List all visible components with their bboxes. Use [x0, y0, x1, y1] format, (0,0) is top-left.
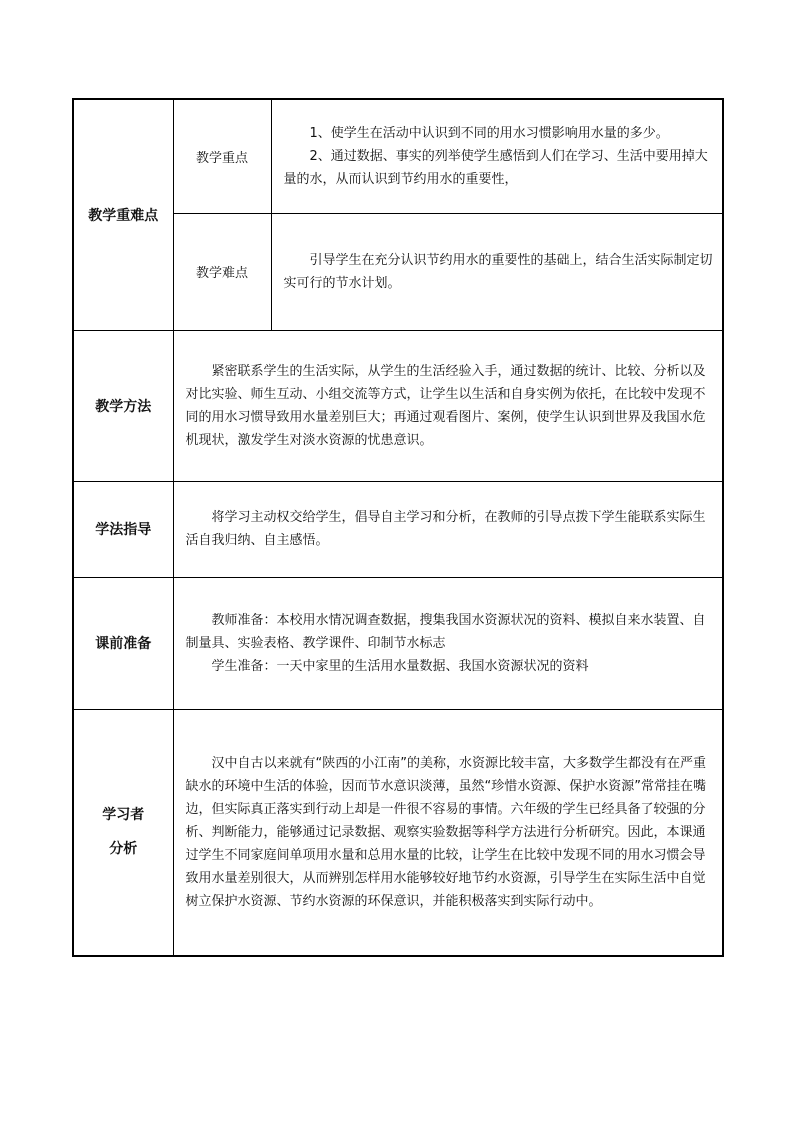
student-preparation-text: 学生准备：一天中家里的生活用水量数据、我国水资源状况的资料	[211, 658, 589, 674]
difficult-point-text: 引导学生在充分认识节约用水的重要性的基础上，结合生活实际制定切实可行的节水计划。	[283, 252, 713, 291]
key-point-item: 1、使学生在活动中认识到不同的用水习惯影响用水量的多少。	[309, 125, 669, 141]
learner-label-line1: 学习者	[102, 807, 145, 824]
study-guide-content	[173, 481, 723, 577]
preparation-content	[173, 577, 723, 709]
method-label: 教学方法	[73, 330, 173, 481]
learner-label	[73, 709, 173, 956]
learner-content	[173, 709, 723, 956]
key-points-row	[73, 99, 723, 213]
key-points-label: 教学重点	[173, 99, 271, 213]
study-guide-row	[73, 481, 723, 577]
difficult-points-label: 教学难点	[173, 213, 271, 330]
learner-text: 汉中自古以来就有“陕西的小江南”的美称，水资源比较丰富，大多数学生都没有在严重缺水的环境中生活的体验，因而节水意识淡薄，虽然“珍惜水资源、保护水资源”常常挂在嘴边，但实际真正落实到行动上却是一件很不容易的事情。六年级的学生已经具备了较强的分析、判断能力，能够通过记录数据、观察实验数据等科学方法进行分析研究。因此，本课通过学生不同家庭间单项用水量和总用水量的比较，让学生在比较中发现不同的用水习惯会导致用水量差别很大，从而辨别怎样用水能够较好地节约水资源，引导学生在实际生活中自觉树立保护水资源、节约水资源的环保意识，并能积极落实到实际行动中。	[185, 755, 706, 909]
preparation-label: 课前准备	[73, 577, 173, 709]
learner-label-line2: 分析	[109, 841, 138, 858]
key-point-item: 2、通过数据、事实的列举使学生感悟到人们在学习、生活中要用掉大量的水，从而认识到节约用水的重要性，	[283, 148, 708, 187]
teacher-preparation-text: 教师准备：本校用水情况调查数据，搜集我国水资源状况的资料、模拟自来水装置、自制量具、实验表格、教学课件、印制节水标志	[185, 612, 706, 651]
preparation-row	[73, 577, 723, 709]
method-text: 紧密联系学生的生活实际，从学生的生活经验入手，通过数据的统计、比较、分析以及对比实验、师生互动、小组交流等方式，让学生以生活和自身实例为依托，在比较中发现不同的用水习惯导致用水量差别巨大；再通过观看图片、案例，使学生认识到世界及我国水危机现状，激发学生对淡水资源的忧患意识。	[185, 363, 706, 448]
method-content	[173, 330, 723, 481]
study-guide-text: 将学习主动权交给学生，倡导自主学习和分析，在教师的引导点拨下学生能联系实际生活自我归纳、自主感悟。	[185, 510, 706, 548]
lesson-plan-table	[72, 98, 724, 957]
difficult-points-content	[271, 213, 723, 330]
study-guide-label: 学法指导	[73, 481, 173, 577]
key-difficult-label: 教学重难点	[73, 99, 173, 330]
method-row	[73, 330, 723, 481]
key-points-content	[271, 99, 723, 213]
learner-row	[73, 709, 723, 956]
